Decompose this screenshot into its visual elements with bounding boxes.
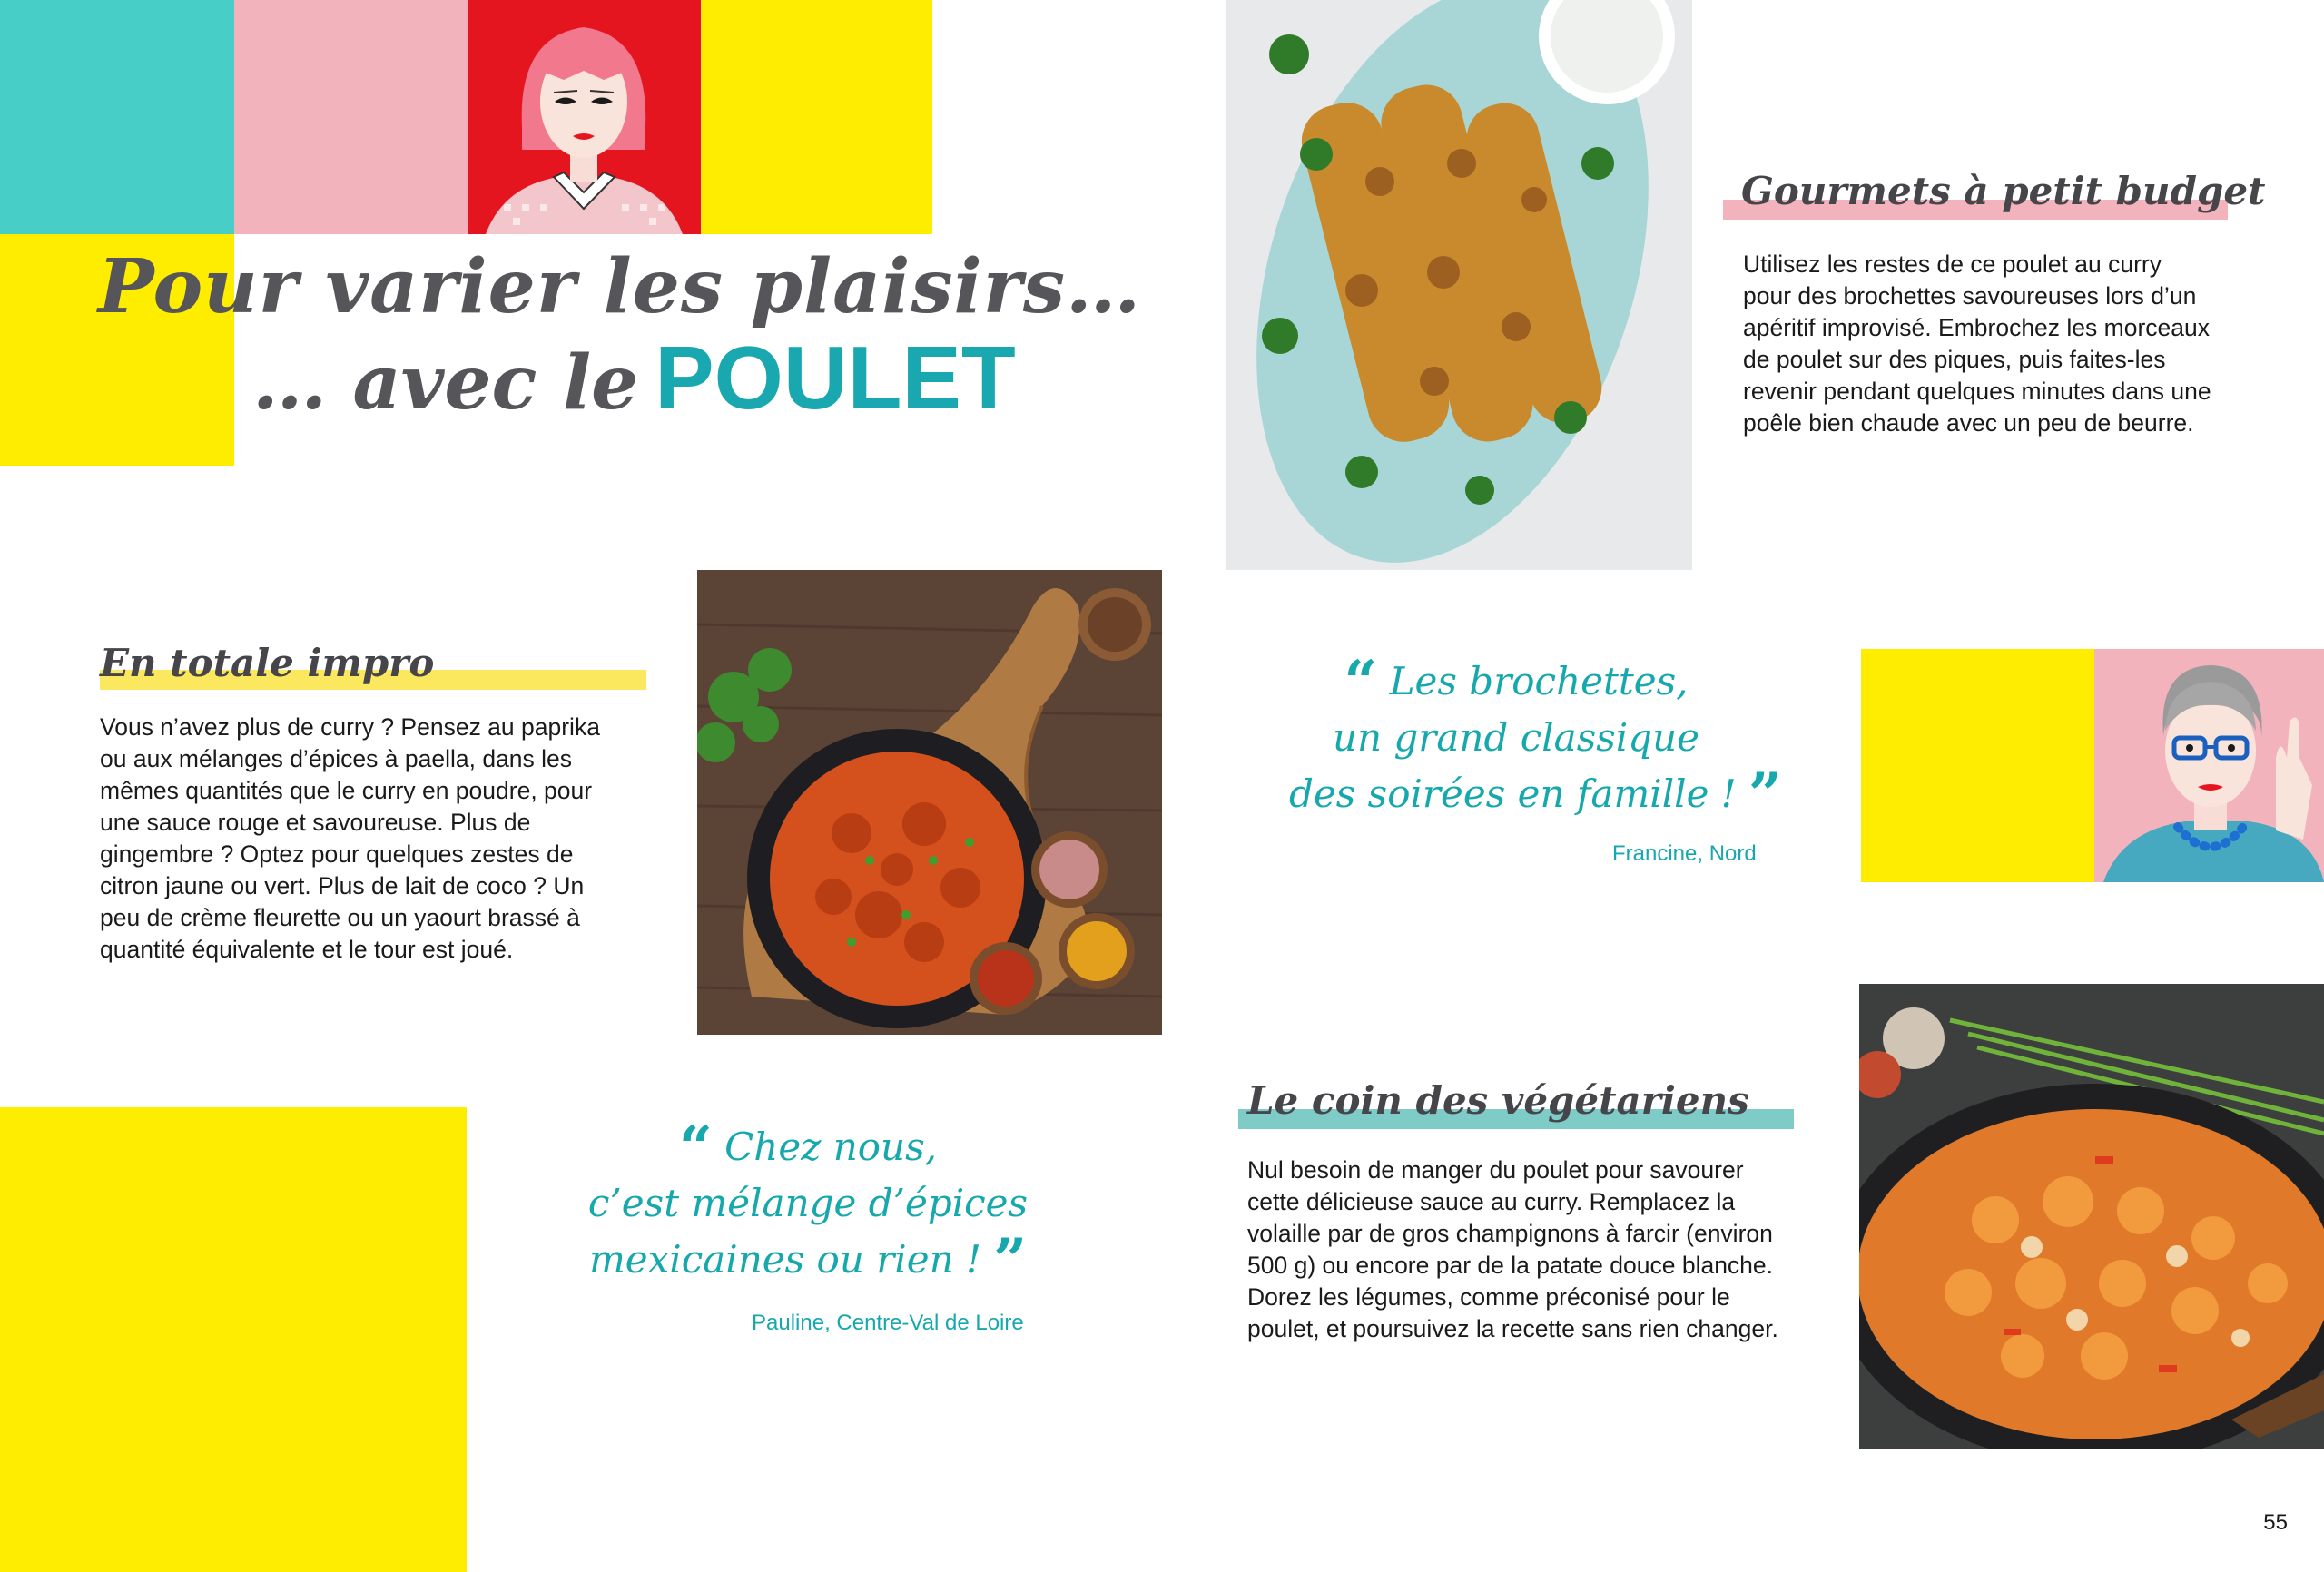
- section-heading-vege: Le coin des végétariens: [1247, 1078, 1749, 1123]
- quote-pauline-line2: c’est mélange d’épices: [587, 1181, 1029, 1225]
- quote-francine-attribution: Francine, Nord: [1612, 841, 1757, 866]
- page-title-emphasis: POULET: [655, 328, 1016, 427]
- color-block-yellow-bottom: [0, 1107, 467, 1572]
- chicken-curry-photo: [697, 570, 1162, 1035]
- quote-francine-line1: [1289, 648, 1743, 716]
- page-title-line2: [252, 327, 1016, 429]
- vegetarian-curry-pan-photo: [1859, 984, 2324, 1449]
- quote-francine: [1289, 648, 1782, 829]
- section-body-vege: Nul besoin de manger du poulet pour savourer cette délicieuse sauce au curry. Remplacez la volaille par de gros champignons à farcir (environ 500 g) ou encore par de la patate douce blanche. Dorez les légumes, comme préconisé pour le poulet, et poursuivez la recette sans rien changer.: [1247, 1156, 1778, 1342]
- page-title-line1: Pour varier les plaisirs…: [98, 243, 1142, 330]
- quote-pauline-line3: [581, 1226, 1035, 1294]
- quote-francine-text1: Les brochettes,: [1389, 659, 1689, 703]
- quote-pauline-attribution: Pauline, Centre-Val de Loire: [752, 1311, 1024, 1335]
- section-body-budget: Utilisez les restes de ce poulet au curry pour des brochettes savoureuses lors d’un apéritif improvisé. Embrochez les morceaux de poulet sur des piques, puis faites-les revenir pendant quelques minutes dans une poêle bien chaude avec un peu de beurre.: [1743, 251, 2211, 437]
- color-block-yellow-top: [701, 0, 932, 234]
- page-number: 55: [2263, 1510, 2288, 1535]
- page-title-prefix: … avec le: [252, 339, 639, 427]
- quote-francine-line2: un grand classique: [1332, 715, 1700, 760]
- close-quote-icon: ”: [1748, 761, 1782, 829]
- color-block-yellow-right: [1861, 649, 2094, 882]
- section-body-impro: Vous n’avez plus de curry ? Pensez au paprika ou aux mélanges d’épices à paella, dans les mêmes quantités que le curry en poudre, pour une sauce rouge et savoureuse. Plus de gingembre ? Optez pour quelques zestes de citron jaune ou vert. Plus de lait de coco ? Un peu de crème fleurette ou un yaourt brassé à quantité équivalente et le tour est joué.: [100, 713, 600, 963]
- open-quote-icon: “: [679, 1114, 713, 1182]
- quote-pauline-line1: [581, 1114, 1035, 1182]
- quote-pauline: [581, 1114, 1035, 1294]
- chicken-skewers-photo: [1226, 0, 1692, 570]
- section-heading-impro: En totale impro: [100, 641, 435, 685]
- woman-pink-hair-illustration: [468, 0, 701, 234]
- close-quote-icon: ”: [993, 1226, 1028, 1294]
- color-block-pink: [234, 0, 468, 234]
- color-block-teal: [0, 0, 234, 234]
- section-heading-budget: Gourmets à petit budget: [1741, 169, 2266, 213]
- quote-francine-line3: [1289, 761, 1782, 829]
- quote-pauline-text3: mexicaines ou rien !: [588, 1237, 981, 1282]
- woman-glasses-illustration: [2094, 649, 2324, 882]
- quote-pauline-text1: Chez nous,: [724, 1125, 937, 1169]
- open-quote-icon: “: [1344, 648, 1378, 716]
- quote-francine-text3: des soirées en famille !: [1289, 771, 1737, 816]
